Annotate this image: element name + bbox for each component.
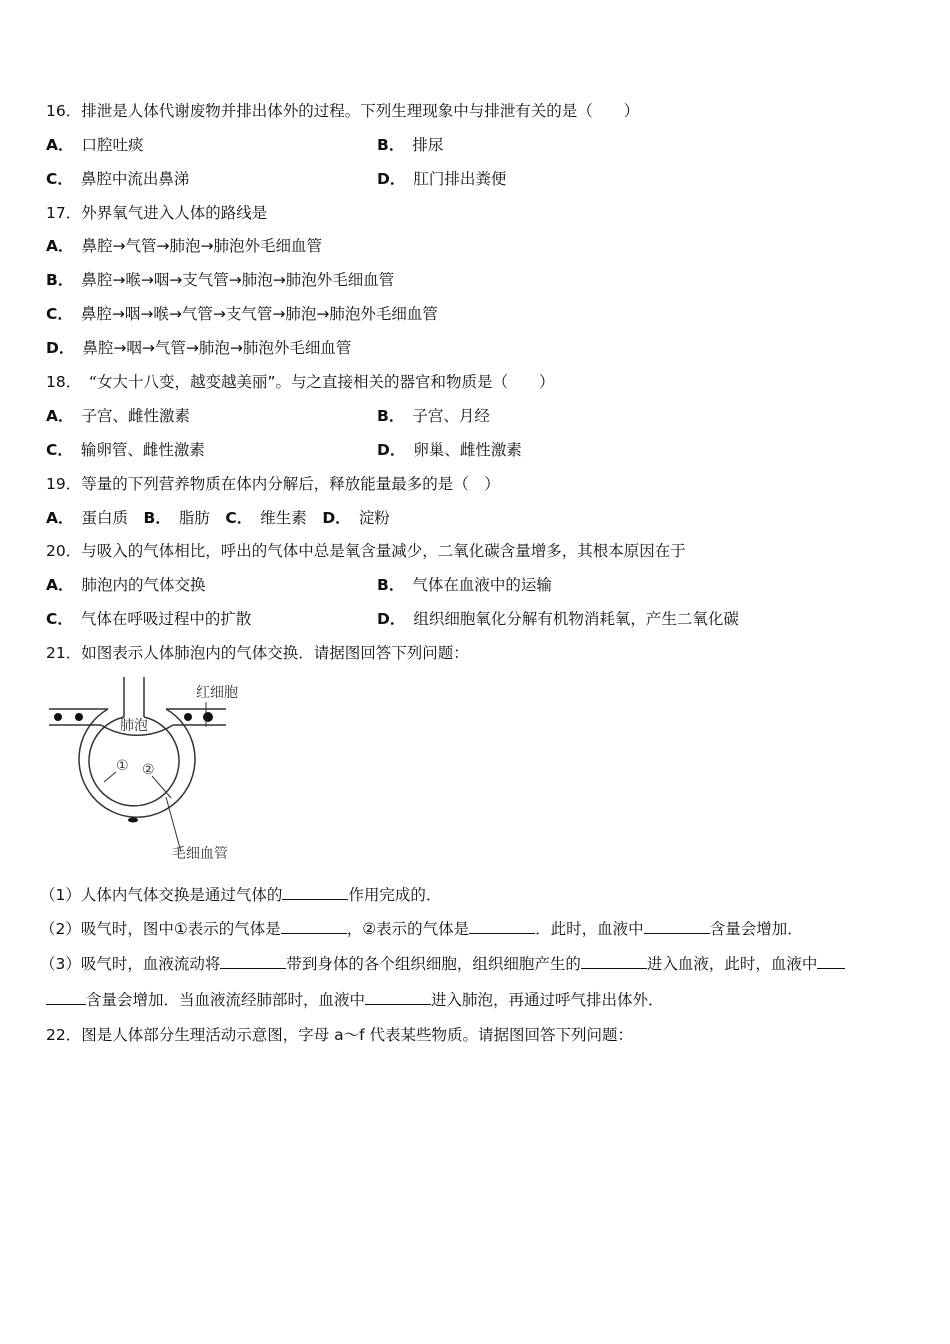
answer-blank[interactable]	[644, 919, 710, 934]
answer-blank[interactable]	[220, 954, 286, 969]
answer-blank[interactable]	[281, 919, 347, 934]
option-d: D． 卵巢、雌性激素	[377, 441, 522, 459]
question-16-stem: 16．排泄是人体代谢废物并排出体外的过程。下列生理现象中与排泄有关的是（ ）	[46, 102, 640, 120]
option-c: C． 输卵管、雌性激素	[46, 441, 205, 459]
option-b: B． 气体在血液中的运输	[377, 576, 552, 594]
option-c: C． 鼻腔中流出鼻涕	[46, 170, 190, 188]
answer-blank[interactable]	[469, 919, 535, 934]
question-21-part-1: （1）人体内气体交换是通过气体的 作用完成的．	[40, 886, 442, 904]
option-a: A． 口腔吐痰	[46, 136, 144, 154]
option-c: C． 气体在呼吸过程中的扩散	[46, 610, 252, 628]
option-a: A． 子宫、雌性激素	[46, 407, 191, 425]
option-d: D． 组织细胞氧化分解有机物消耗氧，产生二氧化碳	[377, 610, 739, 628]
answer-blank[interactable]	[581, 954, 647, 969]
option-b: B． 排尿	[377, 136, 444, 154]
option-c: C． 鼻腔→咽→喉→气管→支气管→肺泡→肺泡外毛细血管	[46, 305, 438, 323]
question-21-part-3-cont: 含量会增加．当血液流经肺部时，血液中 进入肺泡，再通过呼气排出体外．	[46, 990, 664, 1010]
answer-blank[interactable]	[282, 885, 348, 900]
question-22-stem: 22．图是人体部分生理活动示意图，字母 a～f 代表某些物质。请据图回答下列问题：	[46, 1026, 634, 1044]
alveolus-label: 肺泡	[120, 718, 148, 734]
option-d: D． 肛门排出粪便	[377, 170, 507, 188]
question-21-part-3: （3）吸气时，血液流动将 带到身体的各个组织细胞，组织细胞产生的 进入血液，此时，血液中	[40, 954, 845, 974]
capillary-label: 毛细血管	[172, 846, 228, 862]
marker-2: ②	[142, 762, 155, 778]
option-b: B． 鼻腔→喉→咽→支气管→肺泡→肺泡外毛细血管	[46, 271, 395, 289]
answer-blank[interactable]	[46, 990, 86, 1005]
question-19-options: A． 蛋白质 B． 脂肪 C． 维生素 D． 淀粉	[46, 509, 390, 527]
marker-1: ①	[116, 758, 129, 774]
alveolus-gas-exchange-figure	[46, 672, 256, 867]
answer-blank[interactable]	[817, 954, 845, 969]
option-d: D． 鼻腔→咽→气管→肺泡→肺泡外毛细血管	[46, 339, 352, 357]
option-a: A． 肺泡内的气体交换	[46, 576, 206, 594]
question-18-stem: 18． “女大十八变，越变越美丽”。与之直接相关的器官和物质是（ ）	[46, 373, 555, 391]
option-b: B． 子宫、月经	[377, 407, 490, 425]
question-20-stem: 20．与吸入的气体相比，呼出的气体中总是氧含量减少，二氧化碳含量增多，其根本原因在于	[46, 542, 686, 560]
question-17-stem: 17．外界氧气进入人体的路线是	[46, 204, 268, 222]
option-a: A． 鼻腔→气管→肺泡→肺泡外毛细血管	[46, 237, 322, 255]
question-19-stem: 19．等量的下列营养物质在体内分解后，释放能量最多的是（ ）	[46, 475, 500, 493]
answer-blank[interactable]	[365, 990, 431, 1005]
red-cell-label: 红细胞	[196, 685, 238, 701]
question-21-part-2: （2）吸气时，图中①表示的气体是 ，②表示的气体是 ．此时，血液中 含量会增加．	[40, 920, 803, 938]
question-21-stem: 21．如图表示人体肺泡内的气体交换．请据图回答下列问题：	[46, 644, 469, 662]
